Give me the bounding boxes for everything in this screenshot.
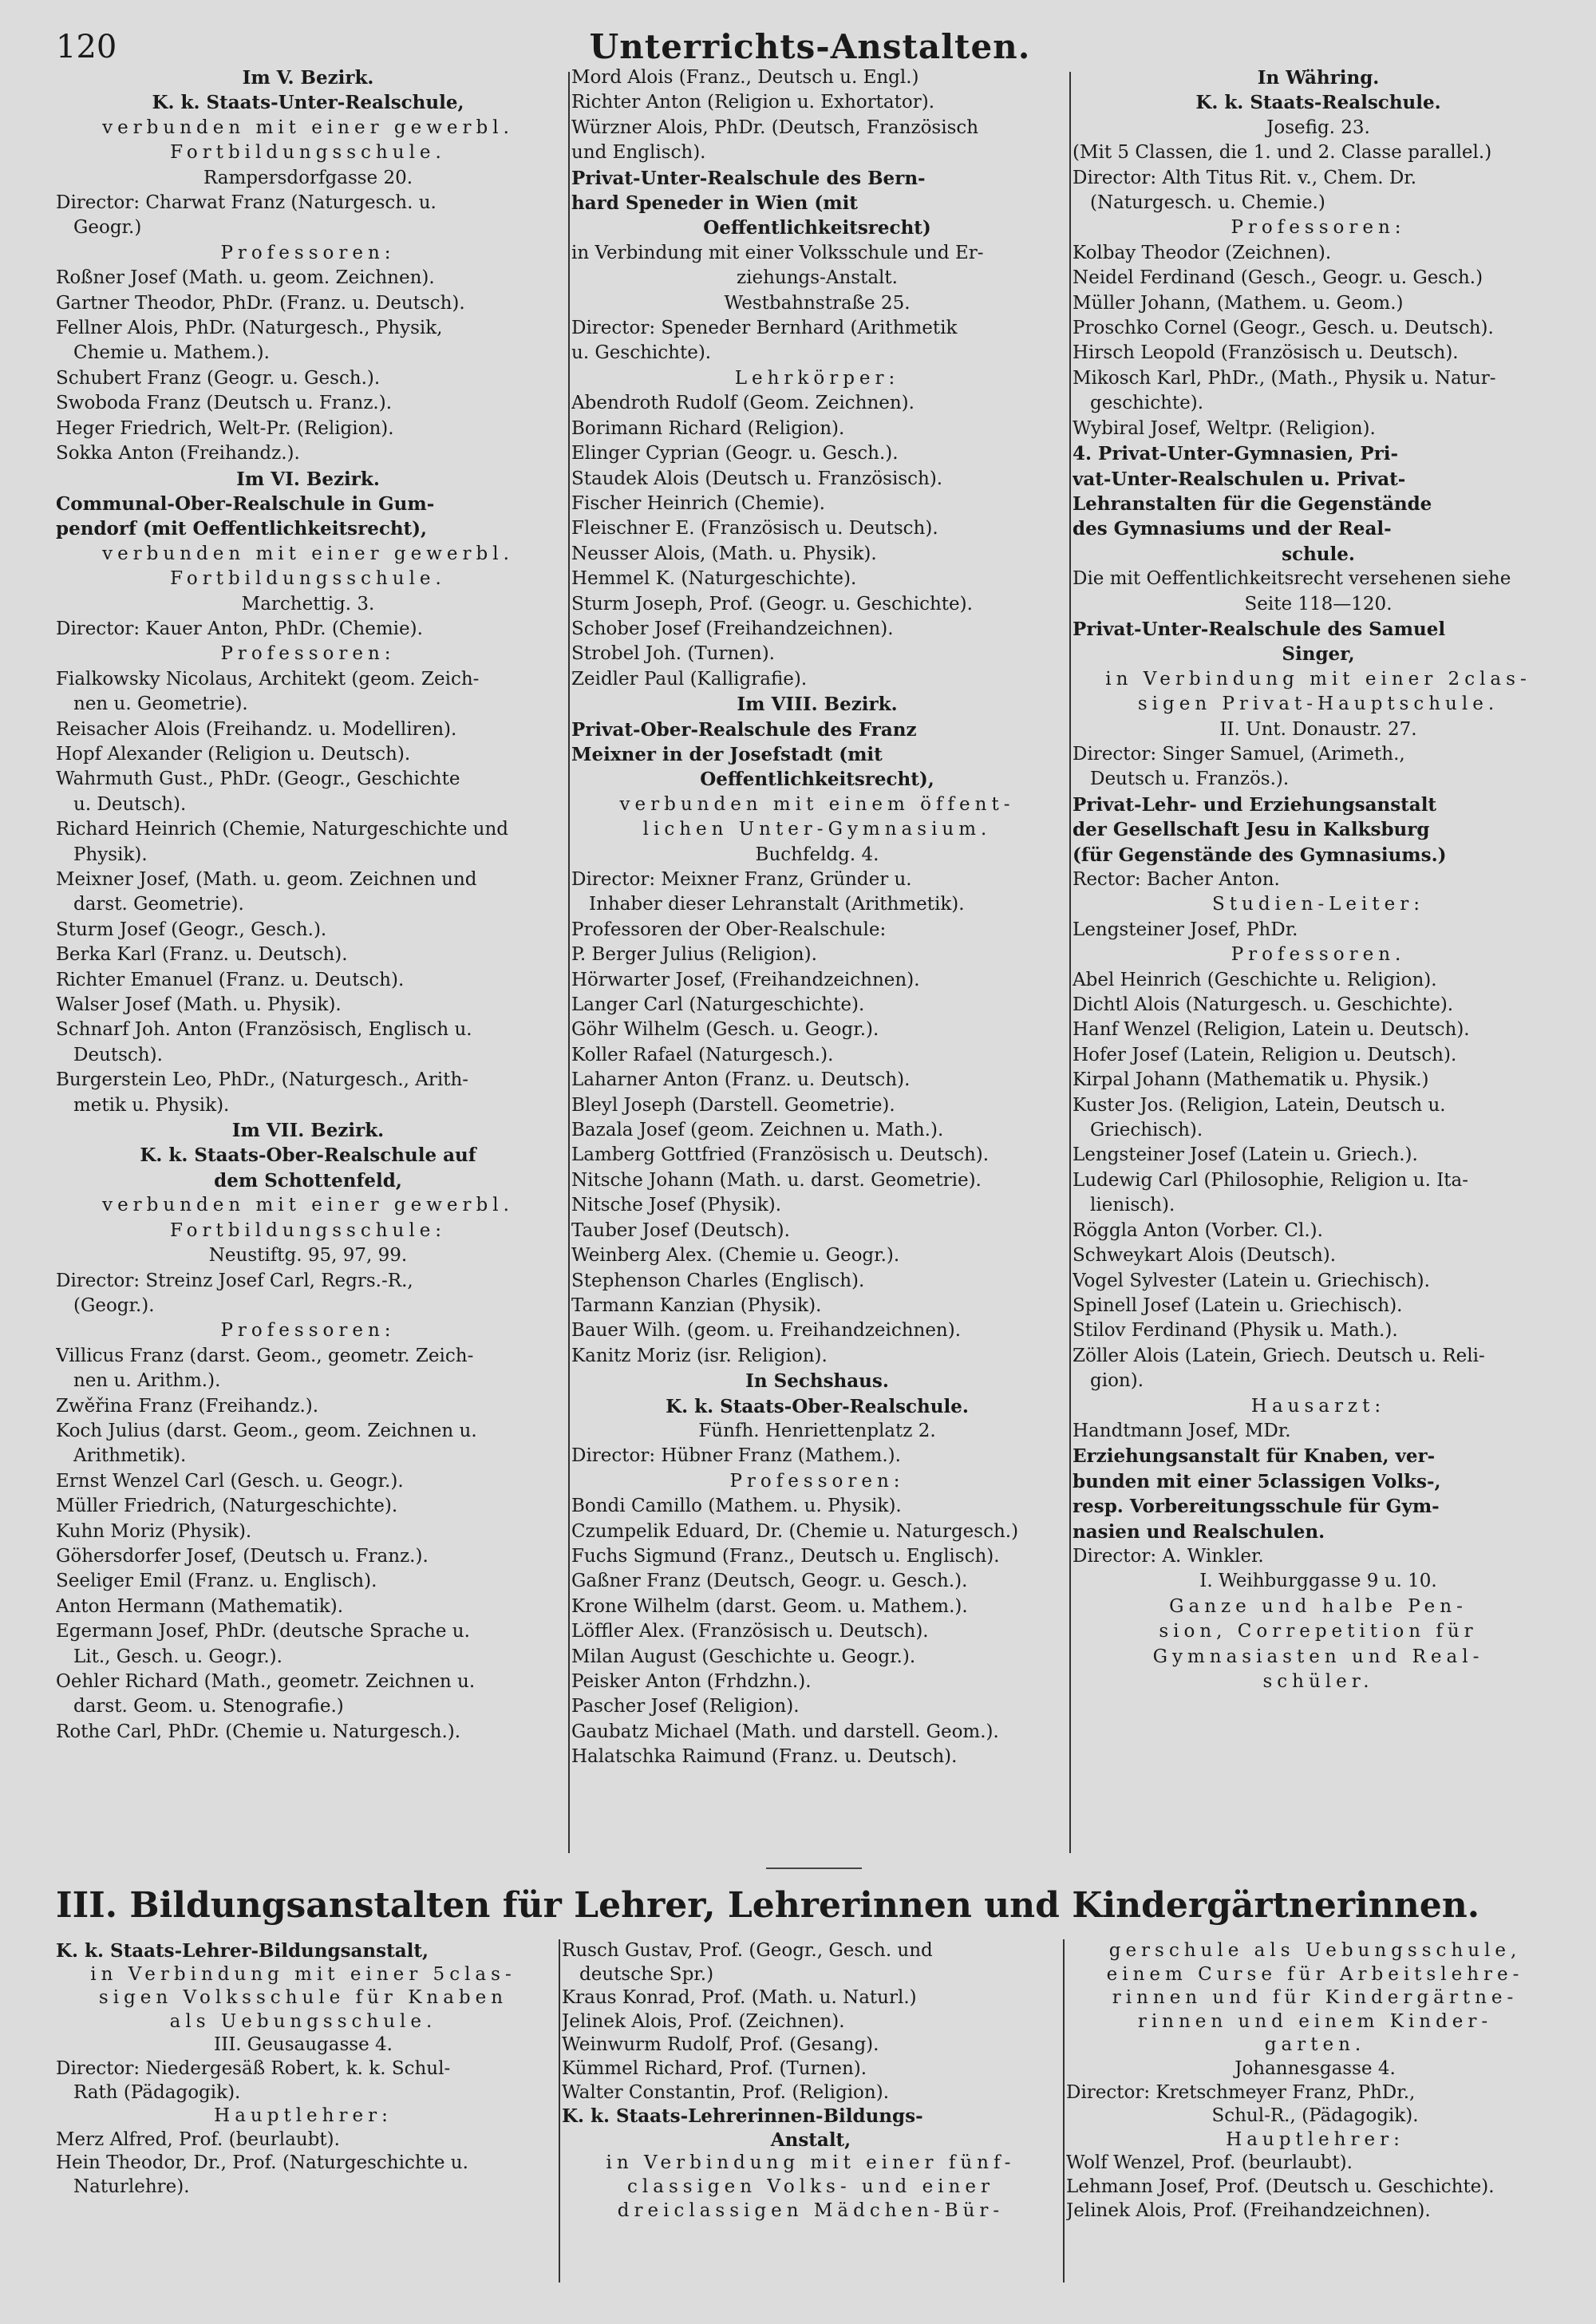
text-line: Reisacher Alois (Freihandz. u. Modelliren). — [56, 718, 457, 740]
heading-line: Im V. Bezirk. — [242, 67, 374, 89]
text-line: Lamberg Gottfried (Französisch u. Deutsch). — [571, 1144, 990, 1166]
text-line: als Uebungsschule. — [169, 2010, 437, 2032]
text-line: (Naturgesch. u. Chemie.) — [1090, 192, 1325, 214]
text-line: Wolf Wenzel, Prof. (beurlaubt). — [1066, 2152, 1353, 2174]
heading-line: Lehranstalten für die Gegenstände — [1073, 492, 1432, 515]
text-line: Professoren: — [729, 1470, 905, 1492]
text-line: Josefig. 23. — [1266, 117, 1370, 138]
text-line: verbunden mit einer gewerbl. — [102, 1195, 514, 1216]
text-line: Seite 118—120. — [1244, 593, 1393, 615]
text-line: III. Geusaugasse 4. — [214, 2034, 393, 2056]
running-title: Unterrichts-Anstalten. — [589, 27, 1031, 66]
text-line: Langer Carl (Naturgeschichte). — [571, 994, 865, 1016]
text-line: Lit., Gesch. u. Geogr.). — [73, 1646, 282, 1667]
column-right — [1073, 65, 1564, 1852]
heading-line: 4. Privat-Unter-Gymnasien, Pri- — [1073, 443, 1399, 465]
text-line: Fischer Heinrich (Chemie). — [571, 492, 825, 514]
text-line: Jelinek Alois, Prof. (Freihandzeichnen). — [1066, 2200, 1431, 2221]
text-line: gion). — [1090, 1370, 1144, 1392]
text-line: in Verbindung mit einer Volksschule und Er- — [571, 242, 984, 263]
text-line: deutsche Spr.) — [579, 1963, 714, 1985]
text-line: Deutsch). — [73, 1044, 163, 1065]
text-line: Hofer Josef (Latein, Religion u. Deutsch). — [1073, 1044, 1457, 1065]
text-line: (Mit 5 Classen, die 1. und 2. Classe parallel.) — [1073, 142, 1492, 164]
text-line: Schweykart Alois (Deutsch). — [1073, 1245, 1337, 1267]
heading-line: hard Speneder in Wien (mit — [571, 192, 858, 215]
text-line: Neustiftg. 95, 97, 99. — [208, 1245, 408, 1267]
text-line: Schober Josef (Freihandzeichnen). — [571, 618, 894, 639]
text-line: Fuchs Sigmund (Franz., Deutsch u. Englisch). — [571, 1545, 1000, 1567]
heading-line: K. k. Staats-Ober-Realschule auf — [140, 1144, 476, 1167]
text-line: Richter Emanuel (Franz. u. Deutsch). — [56, 969, 405, 990]
text-line: Meixner Josef, (Math. u. geom. Zeichnen und — [56, 869, 477, 890]
text-line: Abel Heinrich (Geschichte u. Religion). — [1073, 969, 1437, 990]
text-line: Roßner Josef (Math. u. geom. Zeichnen). — [56, 267, 435, 289]
text-line: Mikosch Karl, PhDr., (Math., Physik u. Natur- — [1073, 367, 1496, 389]
section-title: III. Bildungsanstalten für Lehrer, Lehrerinnen und Kindergärtnerinnen. — [56, 1885, 1480, 1926]
text-line: einem Curse für Arbeitslehre- — [1106, 1963, 1524, 1985]
text-line: Stilov Ferdinand (Physik u. Math.). — [1073, 1320, 1398, 1342]
text-line: Hemmel K. (Naturgeschichte). — [571, 568, 857, 590]
text-line: Seeliger Emil (Franz. u. Englisch). — [56, 1571, 377, 1592]
text-line: Mord Alois (Franz., Deutsch u. Engl.) — [571, 67, 919, 88]
text-line: Director: A. Winkler. — [1073, 1545, 1264, 1567]
heading-line: Im VI. Bezirk. — [236, 468, 380, 490]
text-line: Kolbay Theodor (Zeichnen). — [1073, 242, 1332, 263]
heading-line: In Sechshaus. — [745, 1370, 889, 1393]
text-line: Fortbildungsschule. — [170, 568, 446, 590]
text-line: Deutsch u. Französ.). — [1090, 769, 1290, 790]
text-line: Professoren: — [220, 1320, 396, 1342]
text-line: Sokka Anton (Freihandz.). — [56, 443, 300, 464]
text-line: Göhersdorfer Josef, (Deutsch u. Franz.). — [56, 1545, 429, 1567]
text-line: Richter Anton (Religion u. Exhortator). — [571, 92, 935, 113]
page-header — [56, 24, 1564, 72]
text-line: Zeidler Paul (Kalligrafie). — [571, 668, 808, 690]
text-line: Griechisch). — [1090, 1120, 1203, 1141]
text-line: geschichte). — [1090, 393, 1204, 414]
text-line: Marchettig. 3. — [241, 593, 375, 615]
text-line: Director: Streinz Josef Carl, Regrs.-R., — [56, 1270, 413, 1291]
text-line: Schul-R., (Pädagogik). — [1211, 2105, 1419, 2127]
text-line: Müller Friedrich, (Naturgeschichte). — [56, 1496, 398, 1517]
text-line: II. Unt. Donaustr. 27. — [1219, 718, 1417, 740]
text-line: Weinwurm Rudolf, Prof. (Gesang). — [562, 2034, 879, 2056]
heading-line: resp. Vorbereitungsschule für Gym- — [1073, 1496, 1440, 1518]
text-line: Peisker Anton (Frhdzhn.). — [571, 1671, 812, 1692]
text-line: Hanf Wenzel (Religion, Latein u. Deutsch). — [1073, 1019, 1470, 1041]
text-line: Director: Speneder Bernhard (Arithmetik — [571, 318, 958, 339]
heading-line: dem Schottenfeld, — [214, 1169, 402, 1192]
text-line: lienisch). — [1090, 1195, 1175, 1216]
page-number: 120 — [56, 29, 117, 65]
text-line: Proschko Cornel (Geogr., Gesch. u. Deutsch). — [1073, 318, 1494, 339]
text-line: Richard Heinrich (Chemie, Naturgeschichte und — [56, 819, 508, 840]
text-line: Merz Alfred, Prof. (beurlaubt). — [56, 2128, 340, 2150]
text-line: Lehmann Josef, Prof. (Deutsch u. Geschichte). — [1066, 2176, 1495, 2197]
text-line: u. Geschichte). — [571, 342, 712, 364]
text-line: Koller Rafael (Naturgesch.). — [571, 1044, 834, 1065]
text-line: Oehler Richard (Math., geometr. Zeichnen u. — [56, 1671, 476, 1692]
text-line: Director: Kauer Anton, PhDr. (Chemie). — [56, 618, 423, 639]
text-line: Koch Julius (darst. Geom., geom. Zeichnen u. — [56, 1420, 477, 1441]
text-line: in Verbindung mit einer fünf- — [606, 2152, 1016, 2174]
text-line: rinnen und einem Kinder- — [1137, 2010, 1493, 2032]
heading-line: Im VII. Bezirk. — [231, 1120, 385, 1142]
text-line: Rusch Gustav, Prof. (Geogr., Gesch. und — [562, 1940, 933, 1961]
text-line: Rothe Carl, PhDr. (Chemie u. Naturgesch.). — [56, 1721, 461, 1742]
text-line: Walter Constantin, Prof. (Religion). — [562, 2081, 890, 2103]
text-line: Director: Singer Samuel, (Arimeth., — [1073, 743, 1405, 765]
text-line: Rector: Bacher Anton. — [1073, 869, 1280, 890]
text-line: Schubert Franz (Geogr. u. Gesch.). — [56, 367, 381, 389]
text-line: Hausarzt: — [1250, 1395, 1386, 1417]
text-line: Professoren: — [220, 643, 396, 665]
text-line: metik u. Physik). — [73, 1094, 230, 1116]
text-line: Buchfeldg. 4. — [755, 844, 879, 865]
text-line: Kümmel Richard, Prof. (Turnen). — [562, 2057, 867, 2079]
section-column-left — [56, 1939, 551, 2282]
text-line: Hirsch Leopold (Französisch u. Deutsch). — [1073, 342, 1459, 364]
text-line: Göhr Wilhelm (Gesch. u. Geogr.). — [571, 1019, 879, 1041]
heading-line: K. k. Staats-Lehrerinnen-Bildungs- — [562, 2105, 923, 2128]
text-line: Lengsteiner Josef (Latein u. Griech.). — [1073, 1144, 1418, 1166]
text-line: Villicus Franz (darst. Geom., geometr. Zeich- — [56, 1345, 474, 1366]
text-line: Löffler Alex. (Französisch u. Deutsch). — [571, 1621, 929, 1642]
text-line: Zöller Alois (Latein, Griech. Deutsch u. Reli- — [1073, 1345, 1485, 1366]
text-line: Director: Niedergesäß Robert, k. k. Schul- — [56, 2057, 451, 2079]
text-line: Halatschka Raimund (Franz. u. Deutsch). — [571, 1746, 958, 1768]
text-line: Milan August (Geschichte u. Geogr.). — [571, 1646, 916, 1667]
section-divider — [766, 1868, 862, 1869]
text-line: Stephenson Charles (Englisch). — [571, 1270, 865, 1291]
text-line: Die mit Oeffentlichkeitsrecht versehenen siehe — [1073, 568, 1511, 590]
text-line: Bleyl Joseph (Darstell. Geometrie). — [571, 1094, 895, 1116]
text-line: Rampersdorfgasse 20. — [203, 167, 413, 188]
heading-line: (für Gegenstände des Gymnasiums.) — [1073, 844, 1447, 866]
text-line: Professoren: — [1231, 217, 1406, 239]
text-line: Ganze und halbe Pen- — [1169, 1595, 1468, 1617]
text-line: Weinberg Alex. (Chemie u. Geogr.). — [571, 1245, 900, 1267]
text-line: nen u. Geometrie). — [73, 694, 248, 715]
text-line: dreiclassigen Mädchen-Bür- — [617, 2200, 1005, 2221]
text-line: Kuhn Moriz (Physik). — [56, 1520, 252, 1542]
text-line: Dichtl Alois (Naturgesch. u. Geschichte). — [1073, 994, 1454, 1016]
text-line: I. Weihburggasse 9 u. 10. — [1199, 1571, 1437, 1592]
text-line: Rath (Pädagogik). — [73, 2081, 241, 2103]
text-line: Schnarf Joh. Anton (Französisch, Englisch u. — [56, 1019, 472, 1041]
heading-line: Communal-Ober-Realschule in Gum- — [56, 492, 435, 515]
text-line: in Verbindung mit einer 5clas- — [90, 1963, 516, 1985]
heading-line: des Gymnasiums und der Real- — [1073, 518, 1392, 540]
text-line: Spinell Josef (Latein u. Griechisch). — [1073, 1294, 1403, 1316]
text-line: in Verbindung mit einer 2clas- — [1105, 668, 1531, 690]
text-line: Director: Hübner Franz (Mathem.). — [571, 1445, 901, 1467]
heading-line: K. k. Staats-Lehrer-Bildungsanstalt, — [56, 1940, 429, 1962]
text-line: rinnen und für Kindergärtne- — [1112, 1987, 1519, 2009]
text-line: Laharner Anton (Franz. u. Deutsch). — [571, 1069, 911, 1091]
text-line: Fleischner E. (Französisch u. Deutsch). — [571, 518, 938, 540]
heading-line: Oeffentlichkeitsrecht) — [703, 217, 931, 239]
text-line: Inhaber dieser Lehranstalt (Arithmetik). — [589, 894, 965, 915]
heading-line: pendorf (mit Oeffentlichkeitsrecht), — [56, 518, 428, 540]
text-line: P. Berger Julius (Religion). — [571, 944, 817, 966]
text-line: lichen Unter-Gymnasium. — [642, 819, 992, 840]
text-line: Johannesgasse 4. — [1235, 2057, 1396, 2079]
heading-line: Anstalt, — [770, 2128, 851, 2151]
text-line: Fünfh. Henriettenplatz 2. — [698, 1420, 936, 1441]
heading-line: nasien und Realschulen. — [1073, 1520, 1325, 1543]
text-line: Chemie u. Mathem.). — [73, 342, 270, 364]
text-line: Walser Josef (Math. u. Physik). — [56, 994, 342, 1016]
text-line: Gymnasiasten und Real- — [1152, 1646, 1484, 1667]
text-line: Berka Karl (Franz. u. Deutsch). — [56, 944, 348, 966]
text-line: Abendroth Rudolf (Geom. Zeichnen). — [571, 393, 915, 414]
text-line: Würzner Alois, PhDr. (Deutsch, Französisch — [571, 117, 979, 138]
text-line: Röggla Anton (Vorber. Cl.). — [1073, 1219, 1323, 1241]
text-line: Anton Hermann (Mathematik). — [56, 1595, 344, 1617]
text-line: sigen Volksschule für Knaben — [98, 1987, 508, 2009]
heading-line: bunden mit einer 5classigen Volks-, — [1073, 1470, 1441, 1492]
text-line: verbunden mit einer gewerbl. — [102, 117, 514, 138]
text-line: Sturm Joseph, Prof. (Geogr. u. Geschichte). — [571, 593, 973, 615]
text-line: Neusser Alois, (Math. u. Physik). — [571, 543, 877, 564]
text-line: Swoboda Franz (Deutsch u. Franz.). — [56, 393, 393, 414]
text-line: Geogr.) — [73, 217, 142, 239]
heading-line: vat-Unter-Realschulen u. Privat- — [1073, 468, 1406, 490]
text-line: Arithmetik). — [73, 1445, 187, 1467]
text-line: Hauptlehrer: — [1226, 2128, 1404, 2150]
text-line: schüler. — [1262, 1671, 1374, 1692]
text-line: Fortbildungsschule: — [169, 1219, 447, 1241]
text-line: Hörwarter Josef, (Freihandzeichnen). — [571, 969, 920, 990]
text-line: Bauer Wilh. (geom. u. Freihandzeichnen). — [571, 1320, 962, 1342]
text-line: Hopf Alexander (Religion u. Deutsch). — [56, 743, 411, 765]
text-line: Krone Wilhelm (darst. Geom. u. Mathem.). — [571, 1595, 968, 1617]
heading-line: Erziehungsanstalt für Knaben, ver- — [1073, 1445, 1436, 1468]
text-line: Naturlehre). — [73, 2176, 190, 2197]
column-left — [56, 65, 560, 1852]
text-line: Burgerstein Leo, PhDr., (Naturgesch., Arith- — [56, 1069, 469, 1091]
text-line: Müller Johann, (Mathem. u. Geom.) — [1073, 292, 1404, 314]
text-line: nen u. Arithm.). — [73, 1370, 221, 1392]
text-line: Tauber Josef (Deutsch). — [571, 1219, 790, 1241]
column-rule — [1069, 72, 1071, 1853]
heading-line: Oeffentlichkeitsrecht), — [700, 769, 934, 791]
heading-line: Privat-Ober-Realschule des Franz — [571, 718, 917, 741]
heading-line: Singer, — [1282, 643, 1355, 666]
text-line: Zwěřina Franz (Freihandz.). — [56, 1395, 319, 1417]
column-rule — [568, 72, 570, 1853]
text-line: Vogel Sylvester (Latein u. Griechisch). — [1073, 1270, 1430, 1291]
column-middle — [571, 65, 1063, 1852]
text-line: Wahrmuth Gust., PhDr. (Geogr., Geschichte — [56, 769, 460, 790]
text-line: Gartner Theodor, PhDr. (Franz. u. Deutsch). — [56, 292, 465, 314]
text-line: Sturm Josef (Geogr., Gesch.). — [56, 919, 327, 940]
text-line: Professoren: — [220, 242, 396, 263]
text-line: Director: Meixner Franz, Gründer u. — [571, 869, 912, 890]
text-line: Kraus Konrad, Prof. (Math. u. Naturl.) — [562, 1987, 917, 2009]
heading-line: der Gesellschaft Jesu in Kalksburg — [1073, 819, 1430, 841]
text-line: Egermann Josef, PhDr. (deutsche Sprache u. — [56, 1621, 470, 1642]
text-line: Bazala Josef (geom. Zeichnen u. Math.). — [571, 1120, 944, 1141]
text-line: Director: Alth Titus Rit. v., Chem. Dr. — [1073, 167, 1417, 188]
text-line: Staudek Alois (Deutsch u. Französisch). — [571, 468, 943, 489]
text-line: Kanitz Moriz (isr. Religion). — [571, 1345, 828, 1366]
section-column-middle — [562, 1939, 1060, 2282]
heading-line: Privat-Unter-Realschule des Samuel — [1073, 618, 1446, 640]
text-line: Physik). — [73, 844, 148, 865]
text-line: Hauptlehrer: — [214, 2105, 393, 2127]
heading-line: In Währing. — [1257, 67, 1380, 89]
text-line: Director: Kretschmeyer Franz, PhDr., — [1066, 2081, 1416, 2103]
text-line: und Englisch). — [571, 142, 706, 164]
text-line: Gaubatz Michael (Math. und darstell. Geom.). — [571, 1721, 999, 1742]
text-line: Kirpal Johann (Mathematik u. Physik.) — [1073, 1069, 1429, 1091]
heading-line: K. k. Staats-Ober-Realschule. — [666, 1395, 969, 1417]
text-line: (Geogr.). — [73, 1294, 155, 1316]
text-line: Lengsteiner Josef, PhDr. — [1073, 919, 1298, 940]
text-line: Nitsche Josef (Physik). — [571, 1195, 782, 1216]
text-line: Handtmann Josef, MDr. — [1073, 1420, 1291, 1441]
text-line: Czumpelik Eduard, Dr. (Chemie u. Naturgesch.) — [571, 1520, 1019, 1542]
text-line: Ernst Wenzel Carl (Gesch. u. Geogr.). — [56, 1470, 404, 1492]
text-line: Fellner Alois, PhDr. (Naturgesch., Physik, — [56, 318, 443, 339]
text-line: verbunden mit einer gewerbl. — [102, 543, 514, 564]
text-line: Gaßner Franz (Deutsch, Geogr. u. Gesch.). — [571, 1571, 968, 1592]
text-line: Heger Friedrich, Welt-Pr. (Religion). — [56, 417, 394, 439]
text-line: Professoren der Ober-Realschule: — [571, 919, 887, 940]
heading-line: schule. — [1282, 543, 1355, 565]
text-line: Professoren. — [1231, 944, 1406, 966]
text-line: darst. Geometrie). — [73, 894, 244, 915]
text-line: Neidel Ferdinand (Gesch., Geogr. u. Gesch.) — [1073, 267, 1483, 289]
text-line: darst. Geom. u. Stenografie.) — [73, 1696, 344, 1717]
text-line: sigen Privat-Hauptschule. — [1137, 694, 1499, 715]
text-line: verbunden mit einem öffent- — [619, 793, 1015, 815]
text-line: Tarmann Kanzian (Physik). — [571, 1294, 822, 1316]
text-line: garten. — [1264, 2034, 1366, 2056]
heading-line: K. k. Staats-Realschule. — [1195, 92, 1441, 114]
text-line: Jelinek Alois, Prof. (Zeichnen). — [562, 2010, 845, 2032]
text-line: Fialkowsky Nicolaus, Architekt (geom. Zeich- — [56, 668, 480, 690]
text-line: sion, Correpetition für — [1159, 1621, 1478, 1642]
heading-line: Im VIII. Bezirk. — [737, 694, 898, 716]
text-line: ziehungs-Anstalt. — [737, 267, 898, 289]
heading-line: Meixner in der Josefstadt (mit — [571, 743, 883, 765]
text-line: Nitsche Johann (Math. u. darst. Geometrie). — [571, 1169, 982, 1191]
text-line: Pascher Josef (Religion). — [571, 1696, 800, 1717]
heading-line: K. k. Staats-Unter-Realschule, — [152, 92, 464, 114]
text-line: Fortbildungsschule. — [170, 142, 446, 164]
text-line: Strobel Joh. (Turnen). — [571, 643, 775, 665]
text-line: Studien-Leiter: — [1212, 894, 1424, 915]
text-line: Ludewig Carl (Philosophie, Religion u. Ita- — [1073, 1169, 1469, 1191]
heading-line: Privat-Unter-Realschule des Bern- — [571, 167, 926, 189]
text-line: classigen Volks- und einer — [627, 2176, 994, 2197]
column-rule — [1063, 1939, 1065, 2282]
text-line: Kuster Jos. (Religion, Latein, Deutsch u. — [1073, 1094, 1446, 1116]
section-column-right — [1066, 1939, 1564, 2282]
heading-line: Privat-Lehr- und Erziehungsanstalt — [1073, 793, 1437, 816]
text-line: Wybiral Josef, Weltpr. (Religion). — [1073, 417, 1376, 439]
text-line: Elinger Cyprian (Geogr. u. Gesch.). — [571, 443, 899, 464]
text-line: Bondi Camillo (Mathem. u. Physik). — [571, 1496, 902, 1517]
text-line: Hein Theodor, Dr., Prof. (Naturgeschichte u. — [56, 2152, 468, 2174]
column-rule — [559, 1939, 560, 2282]
text-line: Borimann Richard (Religion). — [571, 417, 845, 439]
text-line: gerschule als Uebungsschule, — [1108, 1940, 1522, 1961]
text-line: Westbahnstraße 25. — [724, 292, 911, 314]
text-line: Lehrkörper: — [734, 367, 900, 389]
text-line: Director: Charwat Franz (Naturgesch. u. — [56, 192, 437, 214]
text-line: u. Deutsch). — [73, 793, 187, 815]
